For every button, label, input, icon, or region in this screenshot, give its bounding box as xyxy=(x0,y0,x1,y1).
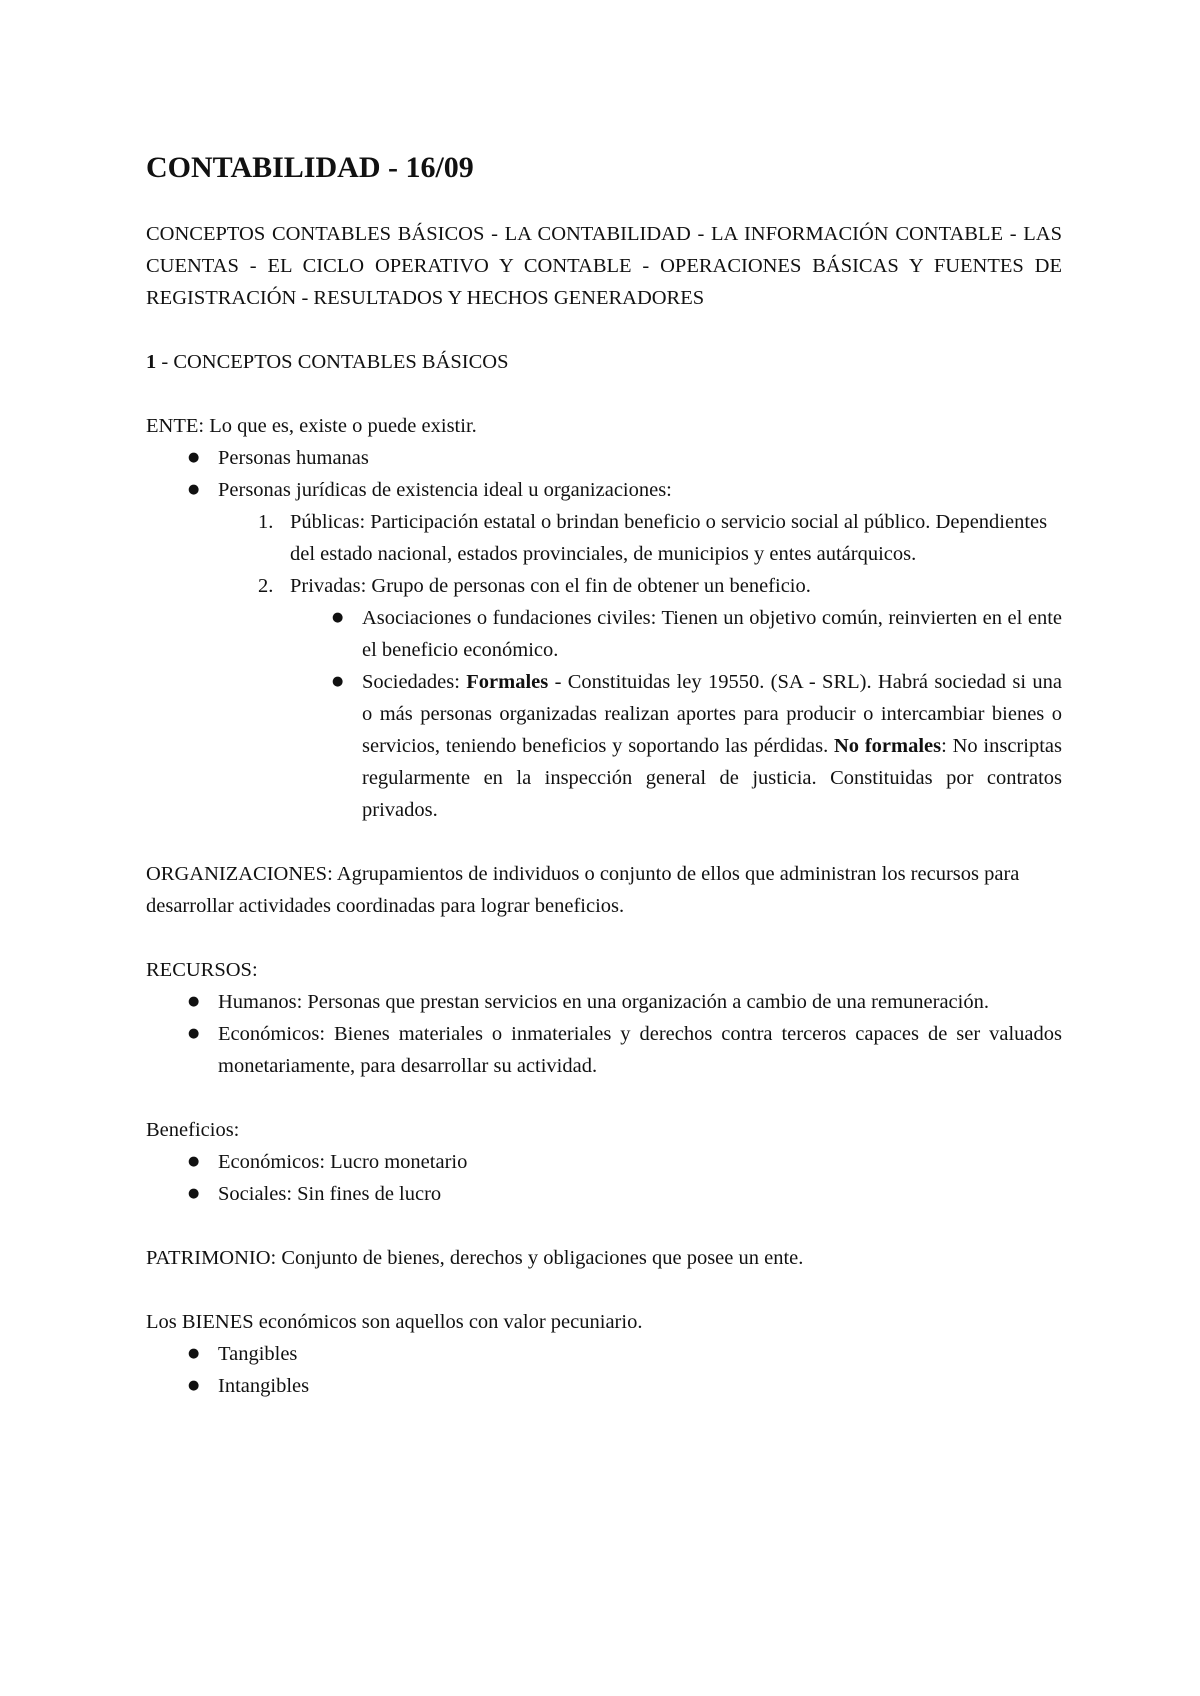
section-heading xyxy=(146,346,1062,378)
sociedades-label: Sociedades: xyxy=(362,671,467,693)
recursos-list xyxy=(146,986,1062,1082)
beneficios-heading: Beneficios: xyxy=(146,1119,240,1141)
recursos-heading: RECURSOS: xyxy=(146,959,258,981)
list-item-text: Económicos: Lucro monetario xyxy=(218,1151,468,1173)
item-number: 2. xyxy=(258,575,274,597)
ente-list xyxy=(146,442,1062,826)
list-item xyxy=(362,666,1062,826)
no-formales-label: No formales xyxy=(833,735,942,757)
list-item xyxy=(218,1018,1062,1082)
list-item xyxy=(218,442,1062,474)
list-item-text: Asociaciones o fundaciones civiles: Tienen un objetivo común, reinvierten en el ente el beneficio económico. xyxy=(362,607,1062,661)
list-item-text: Personas humanas xyxy=(218,447,369,469)
numbered-item xyxy=(258,570,1062,826)
list-item-text: Personas jurídicas de existencia ideal u organizaciones: xyxy=(218,479,672,501)
spacer xyxy=(146,826,1062,858)
spacer xyxy=(146,1210,1062,1242)
list-item xyxy=(218,1338,1062,1370)
list-item-text: Tangibles xyxy=(218,1343,298,1365)
formales-text: - Constituidas ley 19550. (SA - SRL). Habrá sociedad si una o más personas organizadas realizan aportes para producir o intercambiar bienes o servicios, teniendo beneficios y soportando las pérdidas. xyxy=(362,671,1062,757)
item-number: 1. xyxy=(258,511,274,533)
list-item xyxy=(218,1178,1062,1210)
no-formales-text: : No inscriptas regularmente en la inspección general de justicia. Constituidas por contratos privados. xyxy=(362,735,1062,821)
list-item-text: Humanos: Personas que prestan servicios en una organización a cambio de una remuneración. xyxy=(218,991,989,1013)
list-item xyxy=(218,1370,1062,1402)
list-item xyxy=(362,602,1062,666)
document-title: CONTABILIDAD - 16/09 xyxy=(146,151,474,184)
juridicas-list xyxy=(218,506,1062,826)
ente-definition: ENTE: Lo que es, existe o puede existir. xyxy=(146,415,477,437)
section-title: - CONCEPTOS CONTABLES BÁSICOS xyxy=(156,351,509,373)
spacer xyxy=(146,378,1062,410)
bienes-intro: Los BIENES económicos son aquellos con valor pecuniario. xyxy=(146,1311,643,1333)
list-item xyxy=(218,986,1062,1018)
section-number: 1 xyxy=(146,351,157,373)
numbered-item xyxy=(258,506,1062,570)
beneficios-list xyxy=(146,1146,1062,1210)
formales-label: Formales xyxy=(466,671,549,693)
spacer xyxy=(146,314,1062,346)
patrimonio-definition: PATRIMONIO: Conjunto de bienes, derechos y obligaciones que posee un ente. xyxy=(146,1247,804,1269)
privadas-list xyxy=(290,602,1062,826)
spacer xyxy=(146,922,1062,954)
document-page xyxy=(146,150,1062,1402)
list-item xyxy=(218,1146,1062,1178)
topics-paragraph: CONCEPTOS CONTABLES BÁSICOS - LA CONTABILIDAD - LA INFORMACIÓN CONTABLE - LAS CUENTAS - EL CICLO OPERATIVO Y CONTABLE - OPERACIONES BÁSICAS Y FUENTES DE REGISTRACIÓN - RESULTADOS Y HECHOS GENERADORES xyxy=(146,223,1062,309)
numbered-item-text: Públicas: Participación estatal o brindan beneficio o servicio social al público. Dependientes del estado nacional, estados provinciales, de municipios y entes autárquicos. xyxy=(290,511,1048,565)
organizaciones-definition: ORGANIZACIONES: Agrupamientos de individuos o conjunto de ellos que administran los recursos para desarrollar actividades coordinadas para lograr beneficios. xyxy=(146,863,1020,917)
list-item-text: Intangibles xyxy=(218,1375,310,1397)
list-item xyxy=(218,474,1062,826)
list-item-text: Económicos: Bienes materiales o inmateriales y derechos contra terceros capaces de ser valuados monetariamente, para desarrollar su actividad. xyxy=(218,1023,1062,1077)
list-item-text: Sociales: Sin fines de lucro xyxy=(218,1183,442,1205)
spacer xyxy=(146,1082,1062,1114)
numbered-item-text: Privadas: Grupo de personas con el fin de obtener un beneficio. xyxy=(290,575,811,597)
bienes-list xyxy=(146,1338,1062,1402)
spacer xyxy=(146,1274,1062,1306)
